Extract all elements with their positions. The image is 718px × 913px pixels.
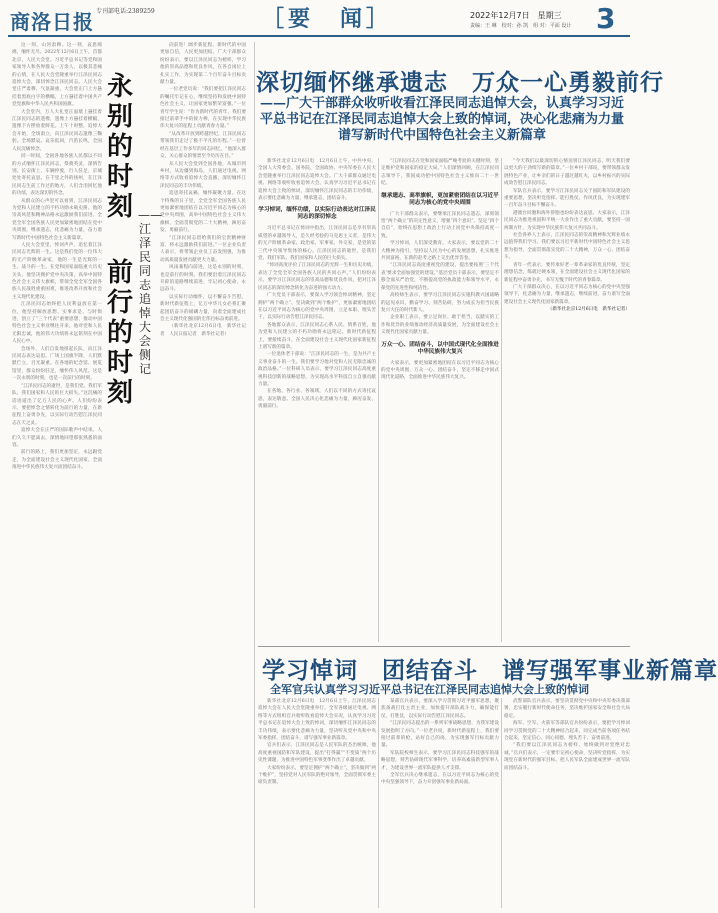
masthead (0, 0, 638, 34)
department-phone: 专刊部电话:2389259 (96, 8, 155, 15)
lead-inner-heading-1: 学习悼词，缅怀功绩，以实际行动表达对江泽民同志的深切悼念 (258, 207, 376, 221)
lead-credit: （新华社北京12月6日电 新华社记者） (547, 307, 630, 313)
issue-date: 2022年12月7日 星期三 (470, 11, 562, 20)
lead-text-col1: 新华社北京12月6日电 12月6日上午，中共中央、全国人大常委会、国务院、全国政协、中央军委在人民大会堂隆重举行江泽民同志追悼大会。广大干部群众通过电视、网络等收听收看追悼大会，认真学习习近平总书记在追悼大会上致的悼词，深切缅怀江泽民同志的丰功伟绩，表示要化悲痛为力量，继承遗志，团结奋斗。 学习悼词，缅怀功绩，以实际行动表达对江泽民同志的深切悼念 习近平总书记在悼词中指出，江泽民同志是享有崇高威望的卓越领导人，是久经考验的马克思主义者，是伟大的无产阶级革命家、政治家、军事家、外交家，是党的第三代中央领导集体的核心。江泽民同志的逝世，是我们党、我们军队、我们国家和人民的巨大损失。 “悼词高度评价了江泽民同志的光辉一生和历史功绩，表达了全党全军全国各族人民的共同心声。”人们纷纷表示，要学习江泽民同志的崇高品德和优良作风，把对江泽民同志的深切悼念转化为奋进的强大动力。 广大党员干部表示，要深入学习领会悼词精神，坚定拥护“两个确立”、坚决做到“两个维护”，更加紧密地团结在以习近平同志为核心的党中央周围，立足本职、埋头苦干，以实际行动告慰江泽民同志。 各地群众表示，江泽民同志心系人民、情系百姓，他为党和人民建立的不朽功勋将永远铭记。新时代新征程上，要接续奋斗，在全面建设社会主义现代化国家新征程上谱写新的篇章。 一位退休老干部说：“江泽民同志的一生，是为共产主义事业奋斗的一生。我们要学习他对党和人民无限忠诚的政治品格。”一位科研人员表示，要学习江泽民同志高度重视科技创新的战略思想，为实现高水平科技自立自强贡献力量。 在各地、各行业、各领域，人们以不同的方式寄托哀思，表达敬意。全国人民决心化悲痛为力量，踔厉奋发、勇毅前行。 (258, 159, 376, 410)
lead-inner-heading-3: 万众一心、团结奋斗，以中国式现代化全面推进中华民族伟大复兴 (381, 341, 499, 355)
left-credit: （新华社北京12月6日电 新华社记者 人民日报记者 新华社记者） (160, 324, 246, 337)
second-text-col2: 某部官兵表示，要深入学习贯彻习近平强军思想，聚焦备战打仗主责主业，加快提升部队战斗力，确保能打仗、打胜仗，以实际行动告慰江泽民同志。 “江泽民同志提出的一系列军事战略思想，为我军建设发展指明了方向。”一位老兵说，新时代新征程上，我们要接过前辈的枪，站好自己的岗，为实现强军目标贡献力量。 军队院校师生表示，要学习江泽民同志科技强军的战略思想，刻苦钻研现代军事科学，培养高素质新型军事人才，为建设世界一流军队提供人才支撑。 全军官兵决心继承遗志，在以习近平同志为核心的党中央坚强领导下，奋力开创强军事业新局面。 (381, 699, 499, 786)
lead-text-col2: “江泽民同志在党和国家面临严峻考验的关键时刻，坚定维护党和国家的稳定大局。”人们深情回顾，在江泽民同志领导下，我国成功把中国特色社会主义推向二十一世纪。 继承遗志、高举旗帜，更加紧密团结在以习近平同志为核心的党中央周围 广大干部群众表示，要继承江泽民同志遗志，深刻领悟“两个确立”的决定性意义，增强“四个意识”、坚定“四个自信”，始终在思想上政治上行动上同党中央保持高度一致。 学习悼词，人们深受教育。大家表示，要以党的二十大精神为指引，坚持以人民为中心的发展思想，扎实推进共同富裕，在新的赶考之路上交出优异答卷。 “江泽民同志高度重视党的建设，提出要按照‘三个代表’要求全面加强党的建设。”基层党员干部表示，要坚定不移全面从严治党，不断提高党的执政能力和领导水平，永葆党的先进性和纯洁性。 高校师生表示，要学习江泽民同志实施科教兴国战略的远见卓识，勤奋学习、刻苦钻研，努力成长为担当民族复兴大任的时代新人。 企业职工表示，要立足岗位、敢于担当，以踏实的工作和优异的业绩推动经济高质量发展，为全面建设社会主义现代化国家贡献力量。 万众一心、团结奋斗，以中国式现代化全面推进中华民族伟大复兴 大家表示，要更加紧密地团结在以习近平同志为核心的党中央周围，万众一心、团结奋斗，坚定不移走中国式现代化道路，全面推进中华民族伟大复兴。 (381, 159, 499, 381)
column-divider (501, 698, 502, 908)
feature-title-line2: 前行的时刻 (107, 258, 134, 408)
column-divider (254, 42, 255, 908)
feature-text-col2: 向前进！阔步新征程。新时代的中国更加自信，人民更加团结。广大干部群众纷纷表示，要以江泽民同志为榜样，学习他的崇高品德和优良作风，在各自岗位上扎实工作，为实现第二个百年奋斗目标贡献力量。 一位老党员说：“我们要把江泽民同志的嘱托牢记在心，继续坚持和发展中国特色社会主义，让国家更加繁荣富强。”一位青年学生说：“作为新时代的青年，我们要接过前辈手中的接力棒，在实现中华民族伟大复兴的征程上贡献青春力量。” “从改革开放到跨越世纪，江泽民同志带领我们走过了极不平凡的历程。”一位曾经在基层工作多年的同志回忆，“他深入群众、关心群众的情景至今历历在目。” 从人民大会堂到全国各地，从城市到乡村，从边疆到海岛，人们通过电视、网络等方式收看追悼大会直播，深切缅怀江泽民同志的丰功伟绩。 追思寄托哀痛，缅怀凝聚力量。在这个特殊的日子里，全党全军全国各族人民更加紧密地团结在以习近平同志为核心的党中央周围，高举中国特色社会主义伟大旗帜，全面贯彻党的二十大精神，踔厉奋发、勇毅前行。 “江泽民同志留给我们的宝贵精神财富，将永远激励我们前进。”一位企业负责人表示，将带领企业员工奋发图强，为推动高质量发展贡献更大力量。 风雨兼程向前进，这是永别的时刻，也是前行的时刻。我们要沿着江泽民同志开辟的道路继续前进，牢记初心使命，永远奋斗。 以实际行动缅怀，以不懈奋斗告慰。新时代新征程上，亿万中华儿女必将汇聚起团结奋斗的磅礴力量，向着全面建成社会主义现代化强国的宏伟目标奋勇前进。 （新华社北京12月6日电 新华社记者 人民日报记者 新华社记者） (160, 43, 246, 337)
second-text-col3: 武警部队官兵表示，要坚决贯彻党中央和中央军委决策部署，忠实履行新时代使命任务，坚决维护国家安全和社会大局稳定。 海军、空军、火箭军等部队官兵纷纷表示，要把学习悼词同学习贯彻党的二十大精神结合起来，同完成当前各项任务结合起来，坚定信心、同心同德、埋头苦干、奋勇前进。 “我们要以江泽民同志为榜样，始终做到对党绝对忠诚。”官兵们表示，一定要牢记初心使命，坚决听党指挥，为实现党在新时代的强军目标、把人民军队全面建成世界一流军队而团结奋斗。 (504, 699, 630, 771)
lead-subheadline: ——广大干部群众收听收看江泽民同志追悼大会，认真学习习近平总书记在江泽民同志追悼大会上致的悼词，决心化悲痛为力量谱写新时代中国特色社会主义新篇章 (259, 96, 624, 143)
page-number: 3 (596, 2, 616, 35)
editor-staff: 责编：王 琳 校对：孙 凯 组 对：平面 设计 (470, 23, 572, 29)
column-divider (378, 698, 379, 908)
column-divider (501, 158, 502, 642)
column-divider (378, 158, 379, 642)
feature-title-line1: 永别的时刻 (107, 72, 134, 222)
second-text-col1: 新华社北京12月6日电 12月6日上午，江泽民同志追悼大会在人民大会堂隆重举行。全军各级通过电视、网络等方式组织官兵收听收看追悼大会实况，认真学习习近平总书记在追悼大会上致的悼词，深切缅怀江泽民同志的丰功伟绩，表示要化悲痛为力量，坚决听从党中央和中央军委指挥，团结奋斗，谱写强军事业新篇章。 官兵们表示，江泽民同志是人民军队的杰出统帅，他高度重视国防和军队建设，提出“打得赢”“不变质”两个历史性课题，为推进中国特色军事变革作出了卓越贡献。 大家纷纷表示，要坚定拥护“两个确立”、坚决做到“两个维护”，坚持党对人民军队的绝对领导，全面贯彻军委主席负责制。 (258, 699, 376, 786)
second-subheadline: 全军官兵认真学习习近平总书记在江泽民同志追悼大会上致的悼词 (270, 683, 589, 696)
section-rule (258, 646, 630, 647)
lead-text-col3: “今天我们以最深切的心情送别江泽民同志，明天我们要以更大的干劲续写新的篇章。”一位乡村干部说，要带领群众发展特色产业，让乡亲们的日子越过越红火，以乡村振兴的实际成效告慰江泽民同志。 军队官兵表示，要学习江泽民同志关于国防和军队建设的重要思想，坚决听党指挥、能打胜仗、作风优良，为实现建军一百年奋斗目标不懈奋斗。 港澳台同胞和海外侨胞也纷纷表达哀思。大家表示，江泽民同志为推进祖国和平统一大业作出了重大贡献，要坚持一国两制方针，为实现中华民族伟大复兴共同奋斗。 社会各界人士表示，江泽民同志的崇高精神和光辉业绩永远值得我们学习。我们要以习近平新时代中国特色社会主义思想为指导，全面贯彻落实党的二十大精神，万众一心、团结奋斗。 青年一代表示，要传承好老一辈革命家的优良传统，坚定理想信念，练就过硬本领，在全面建设社会主义现代化国家的新征程中奋勇争先，书写无愧于时代的青春篇章。 广大干部群众决心，在以习近平同志为核心的党中央坚强领导下，化悲痛为力量，继承遗志，继续前进，奋力谱写全面建设社会主义现代化国家新篇章。 （新华社北京12月6日电 新华社记者） (504, 159, 630, 313)
newspaper-logo: 商洛日报 (10, 10, 94, 34)
section-title: ［要 闻］ (262, 7, 393, 32)
second-headline: 学习悼词 团结奋斗 谱写强军事业新篇章 (262, 658, 718, 684)
masthead-rule (8, 35, 630, 37)
feature-subtitle: ——江泽民同志追悼大会侧记 (138, 208, 162, 376)
lead-inner-heading-2: 继承遗志、高举旗帜，更加紧密团结在以习近平同志为核心的党中央周围 (381, 192, 499, 206)
lead-headline: 深切缅怀继承遗志 万众一心勇毅前行 (256, 70, 664, 96)
feature-text-col1: 这一刻，山河肃穆。这一刻，哀思绵绵，缅怀无尽。2022年12月6日上午，首都北京，人民大会堂。习近平总书记等党和国家领导人和各界群众一万余人，以极其悲痛的心情，在人民大会堂隆重举行江泽民同志追悼大会，深切悼念江泽民同志。人民大会堂庄严肃穆，气氛凝重，大会堂正门上方悬挂着黑底白字的横幅，上方悬挂着中国共产党党旗和中华人民共和国国旗。 大会堂内，万人大礼堂正面墙上悬挂着江泽民同志的遗像，遗像上方悬挂着横幅，遗像下方摆放着鲜花。上午十时整，追悼大会开始，全场肃立，向江泽民同志遗像三鞠躬。全场默哀。哀乐低回，汽笛长鸣，全国人民沉痛悼念。 同一时间，全国各地各族人民都以不同的方式缅怀江泽民同志，祭奠英灵，深情告别。长安街上，车辆停驶，行人驻足，京城处处寄托哀思。在千里之外的扬州，在江泽民同志生前工作过的地方，人们含泪回忆他的功绩，表达深切的怀念。 从群众的心声里可以看到，江泽民同志为党和人民建立的不朽功勋永载史册。他的崇高风范和精神品格永远激励我们前进。全党全军全国各族人民更加紧密地团结在党中央周围，继承遗志，化悲痛为力量，奋力谱写新时代中国特色社会主义新篇章。 人民大会堂里，悼词声声，追忆着江泽民同志光辉的一生。这是我们党的一位伟大的无产阶级革命家，他的一生是光辉的一生、战斗的一生。在党和国家面临重大历史关头，他坚决拥护党中央决策，高举中国特色社会主义伟大旗帜，带领全党全军全国各族人民战胜重重困难，推进改革开放和社会主义现代化建设。 江泽民同志始终把人民利益放在第一位，他坚持解放思想、实事求是、与时俱进，创立了“三个代表”重要思想，推动中国特色社会主义事业继往开来。他对党和人民无限忠诚，他的伟大功绩将永远铭刻在中国人民心中。 会场外，人们自发地排起长队，向江泽民同志表达哀思。广场上国旗半降，人们默默伫立，目光凝重。在各地的纪念馆、展览馆里，群众纷纷驻足，缅怀伟人风范。这是一次永别的时刻，也是一次前行的时刻。 “江泽民同志的逝世，是我们党、我们军队、我们国家和人民的巨大损失。”这沉痛的话语道出了亿万人民的心声。人们纷纷表示，要把悼念之情转化为前行的力量，在新征程上奋勇争先，以实际行动告慰江泽民同志在天之灵。 追悼大会在庄严的国际歌声中结束。人们久久不愿离去，深情地回望那张熟悉的面容。 前行的路上，我们更加坚定，永远跟党走，为全面建设社会主义现代化国家、全面推进中华民族伟大复兴而团结奋斗。 (12, 43, 102, 471)
